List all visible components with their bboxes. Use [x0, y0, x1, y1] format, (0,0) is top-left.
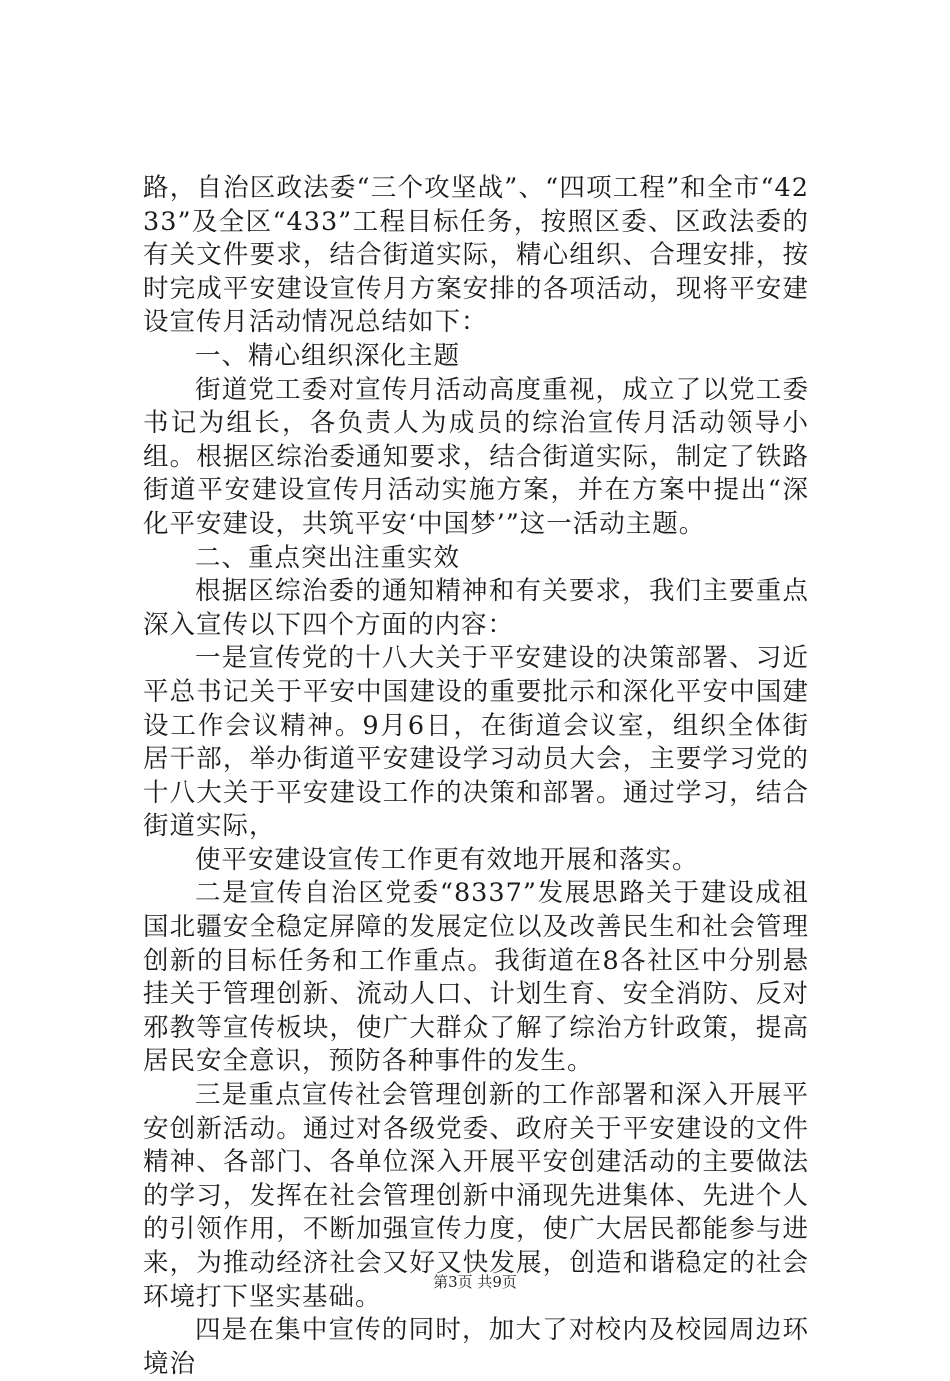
paragraph-point-4: 四是在集中宣传的同时，加大了对校内及校园周边环境治 [143, 1315, 809, 1379]
page-number-footer: 第3页 共9页 [433, 1273, 517, 1291]
document-body [143, 172, 809, 1381]
section-heading-1: 一、精心组织深化主题 [195, 340, 461, 371]
paragraph-point-2: 二是宣传自治区党委“8337”发展思路关于建设成祖国北疆安全稳定屏障的发展定位以及改善民生和社会管理创新的目标任务和工作重点。我街道在8各社区中分别悬挂关于管理创新、流动人口、计划生育、安全消防、反对邪教等宣传板块，使广大群众了解了综治方针政策，提高居民安全意识，预防各种事件的发生。 [143, 878, 809, 1077]
paragraph-section-2-intro: 根据区综治委的通知精神和有关要求，我们主要重点深入宣传以下四个方面的内容： [143, 576, 809, 640]
section-heading-2: 二、重点突出注重实效 [195, 542, 461, 573]
paragraph-section-1: 街道党工委对宣传月活动高度重视，成立了以党工委书记为组长，各负责人为成员的综治宣传月活动领导小组。根据区综治委通知要求，结合街道实际，制定了铁路街道平安建设宣传月活动实施方案，并在方案中提出“深化平安建设，共筑平安‘中国梦’”这一活动主题。 [143, 374, 809, 539]
paragraph-point-1-continued: 使平安建设宣传工作更有效地开展和落实。 [195, 844, 699, 875]
paragraph-point-3: 三是重点宣传社会管理创新的工作部署和深入开展平安创新活动。通过对各级党委、政府关于平安建设的文件精神、各部门、各单位深入开展平安创建活动的主要做法的学习，发挥在社会管理创新中涌现先进集体、先进个人的引领作用，不断加强宣传力度，使广大居民都能参与进来，为推动经济社会又好又快发展，创造和谐稳定的社会环境打下坚实基础。 [143, 1080, 809, 1312]
paragraph-intro: 路，自治区政法委“三个攻坚战”、“四项工程”和全市“4233”及全区“433”工程目标任务，按照区委、区政法委的有关文件要求，结合街道实际，精心组织、合理安排，按时完成平安建设宣传月方案安排的各项活动，现将平安建设宣传月活动情况总结如下： [143, 173, 809, 338]
paragraph-point-1: 一是宣传党的十八大关于平安建设的决策部署、习近平总书记关于平安中国建设的重要批示和深化平安中国建设工作会议精神。9月6日，在街道会议室，组织全体街居干部，举办街道平安建设学习动员大会，主要学习党的十八大关于平安建设工作的决策和部署。通过学习，结合街道实际， [143, 643, 809, 842]
